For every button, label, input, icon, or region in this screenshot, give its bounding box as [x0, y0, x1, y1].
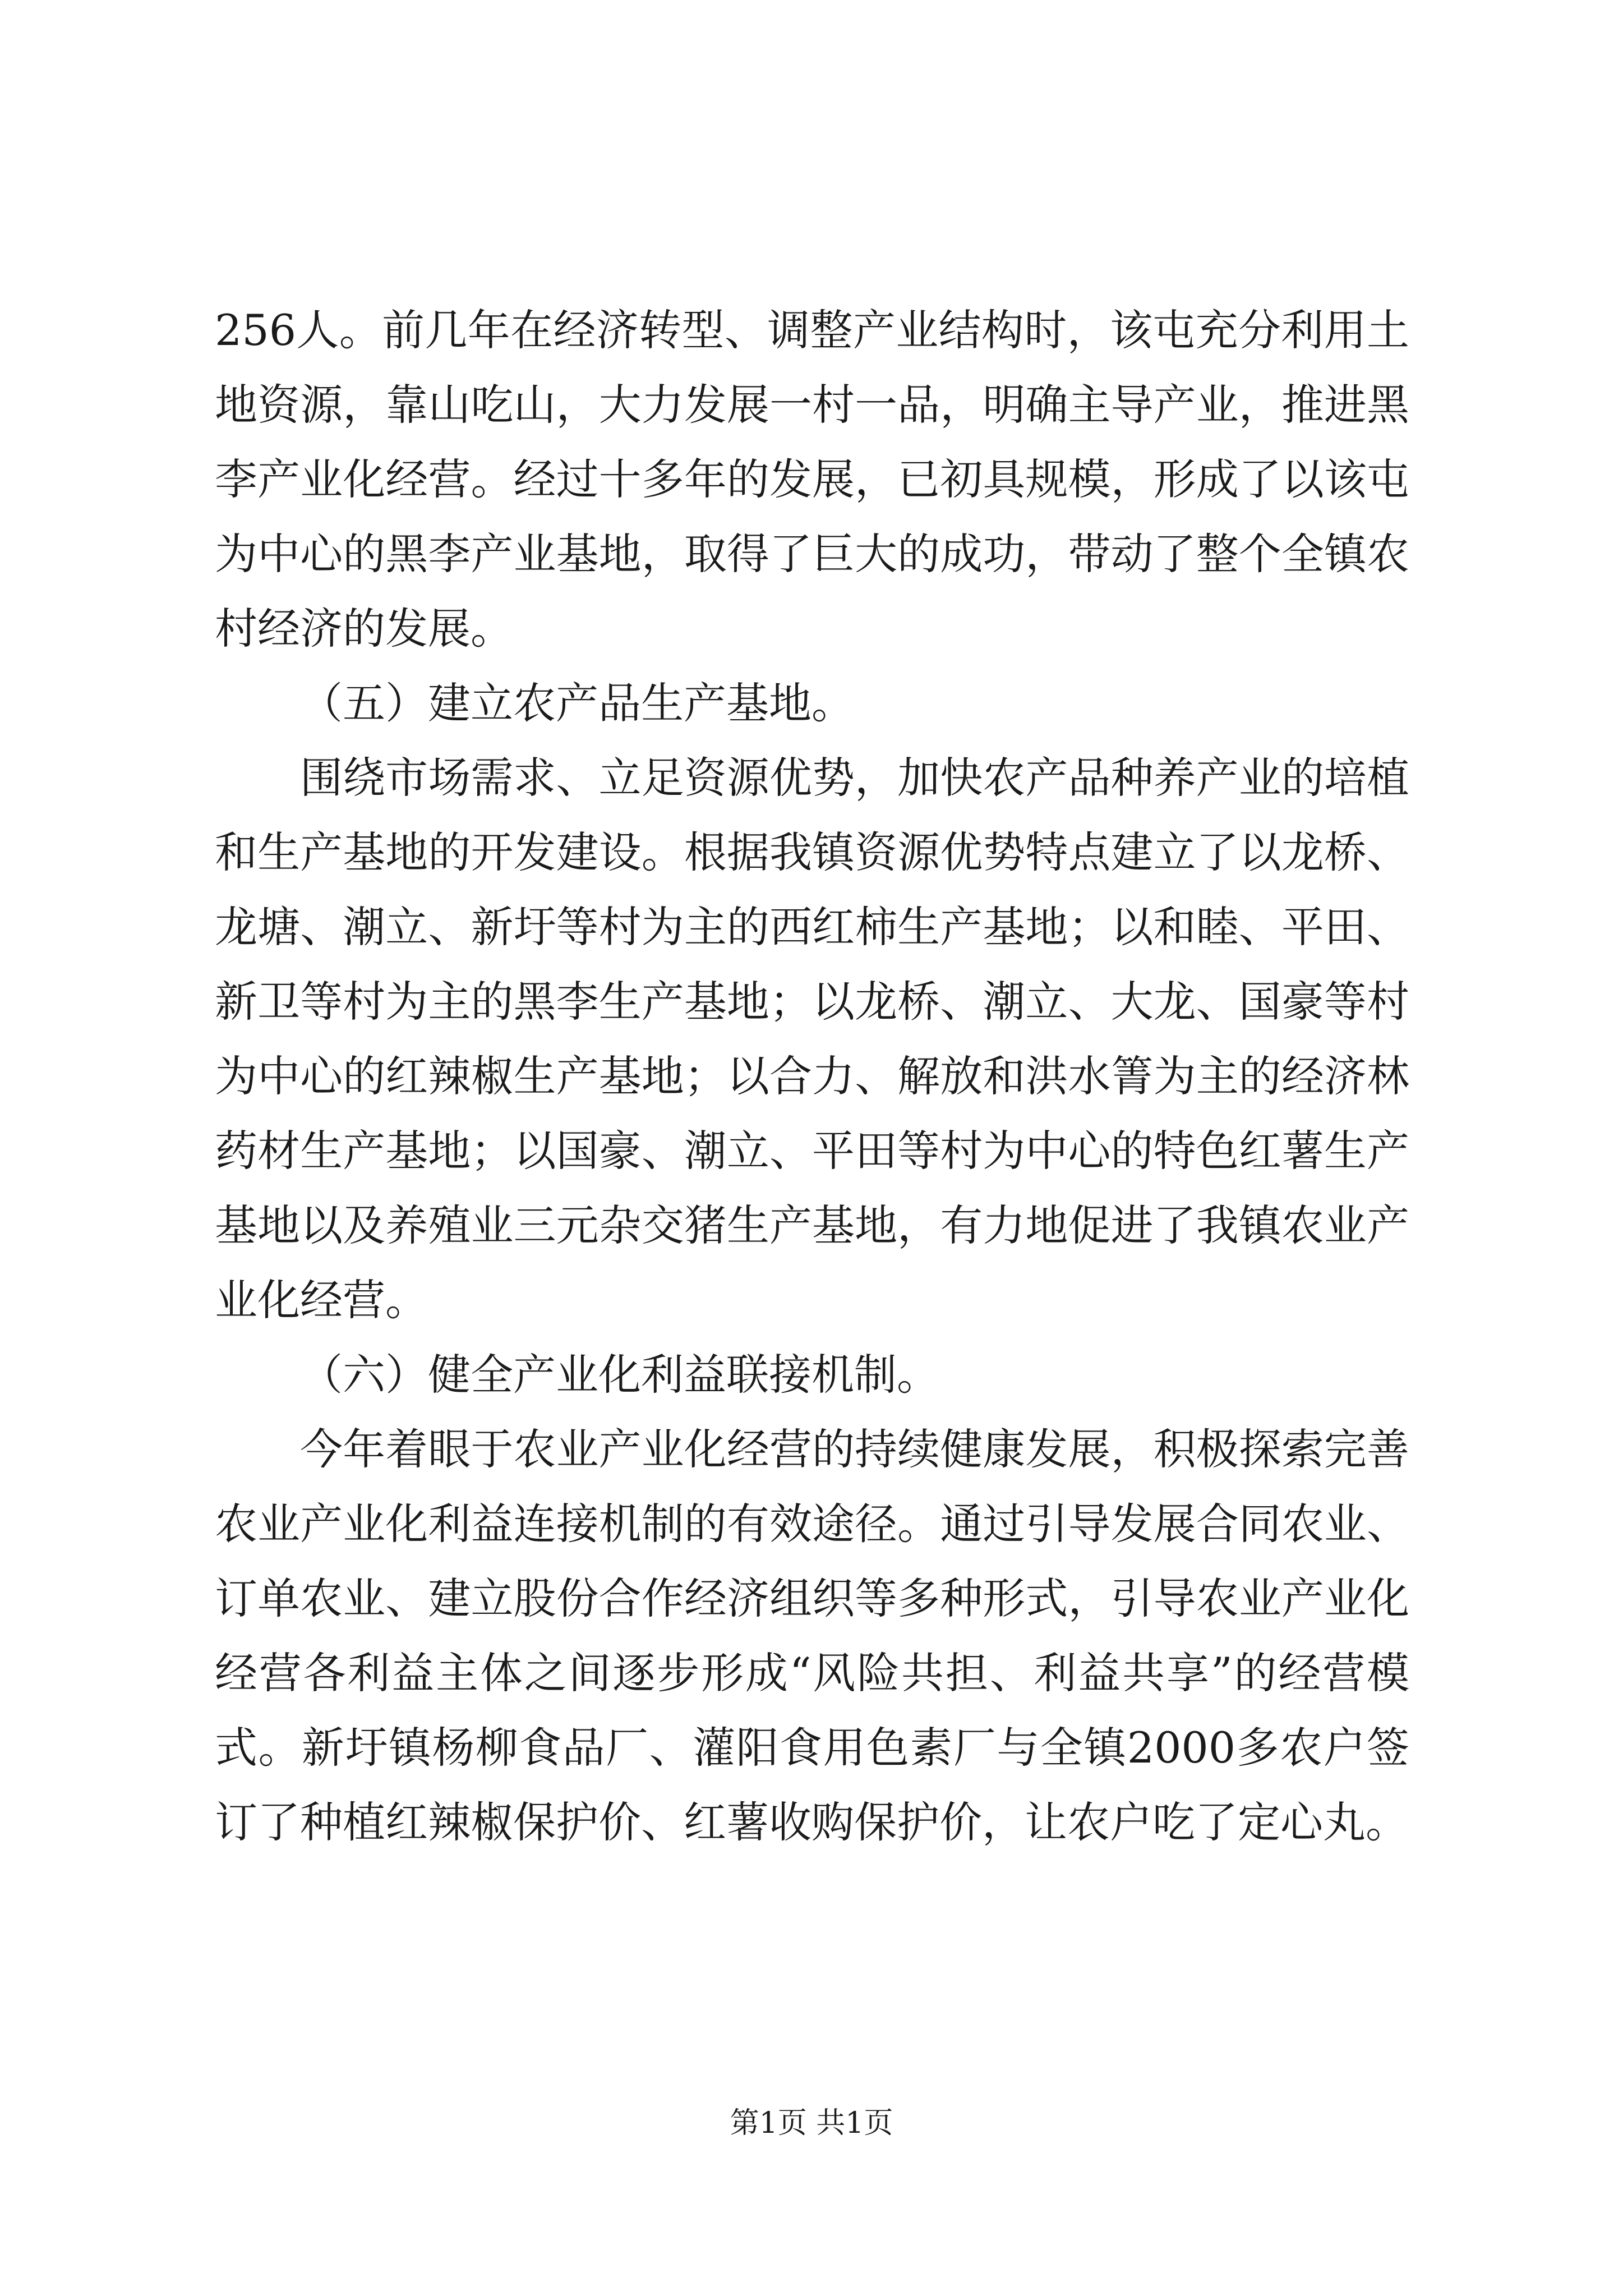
section-heading-6: （六）健全产业化利益联接机制。 — [300, 1350, 939, 1400]
document-body — [215, 293, 1409, 1860]
paragraph-interest-mechanism: 今年着眼于农业产业化经营的持续健康发展，积极探索完善农业产业化利益连接机制的有效途径。通过引导发展合同农业、订单农业、建立股份合作经济组织等多种形式，引导农业产业化经营各利益主体之间逐步形成“风险共担、利益共享”的经营模式。新圩镇杨柳食品厂、灌阳食用色素厂与全镇2000多农户签订了种植红辣椒保护价、红薯收购保护价，让农户吃了定心丸。 — [215, 1424, 1409, 1847]
paragraph-production-bases: 围绕市场需求、立足资源优势，加快农产品种养产业的培植和生产基地的开发建设。根据我镇资源优势特点建立了以龙桥、龙塘、潮立、新圩等村为主的西红柿生产基地；以和睦、平田、新卫等村为主的黑李生产基地；以龙桥、潮立、大龙、国豪等村为中心的红辣椒生产基地；以合力、解放和洪水箐为主的经济林药材生产基地；以国豪、潮立、平田等村为中心的特色红薯生产基地以及养殖业三元杂交猪生产基地，有力地促进了我镇农业产业化经营。 — [215, 753, 1409, 1325]
section-heading-5: （五）建立农产品生产基地。 — [300, 678, 854, 728]
paragraph-continuation: 256人。前几年在经济转型、调整产业结构时，该屯充分利用土地资源，靠山吃山，大力发展一村一品，明确主导产业，推进黑李产业化经营。经过十多年的发展，已初具规模，形成了以该屯为中心的黑李产业基地，取得了巨大的成功，带动了整个全镇农村经济的发展。 — [215, 305, 1409, 654]
page-number-footer: 第1页 共1页 — [730, 2106, 893, 2140]
